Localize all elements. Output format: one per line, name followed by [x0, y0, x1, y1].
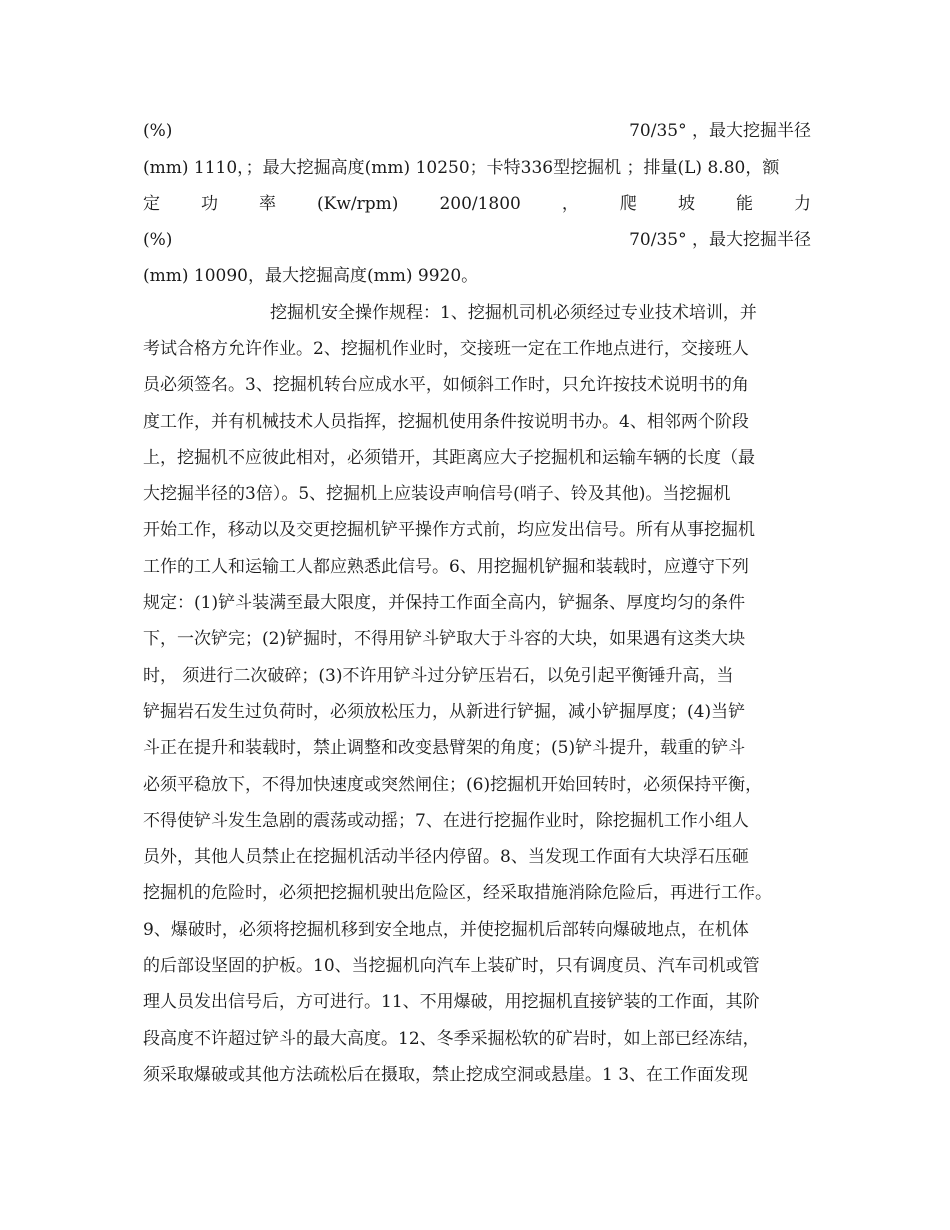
body-line: 规定：(1)铲斗装满至最大限度，并保持工作面全高内，铲掘条、厚度均匀的条件: [143, 593, 746, 613]
spread-char: 爬: [619, 194, 637, 214]
spread-char: ，: [561, 194, 579, 214]
body-line: 不得使铲斗发生急剧的震荡或动摇；7、在进行挖掘作业时，除挖掘机工作小组人: [143, 811, 749, 831]
body-line: 段高度不许超过铲斗的最大高度。12、冬季采掘松软的矿岩时，如上部已经冻结，: [143, 1029, 760, 1049]
body-line: 度工作，并有机械技术人员指挥，挖掘机使用条件按说明书办。4、相邻两个阶段: [143, 412, 749, 432]
spread-char: 200/1800: [439, 194, 521, 214]
body-line: 挖掘机的危险时，必须把挖掘机驶出危险区，经采取措施消除危险后，再进行工作。: [143, 883, 772, 903]
spec-line-4-left: (%): [143, 230, 173, 250]
spread-char: 力: [793, 194, 811, 214]
body-line: 大挖掘半径的3倍）。5、挖掘机上应装设声响信号(哨子、铃及其他)。当挖掘机: [143, 484, 731, 504]
spread-char: 坡: [677, 194, 695, 214]
body-line: 理人员发出信号后，方可进行。11、不用爆破，用挖掘机直接铲装的工作面，其阶: [143, 992, 760, 1012]
spread-char: 能: [735, 194, 753, 214]
spec-line-1: [143, 120, 811, 142]
spec-line-4: [143, 229, 811, 251]
spread-char: 功: [201, 194, 219, 214]
body-line: 9、爆破时，必须将挖掘机移到安全地点，并使挖掘机后部转向爆破地点，在机体: [143, 920, 749, 940]
spec-line-5: (mm) 10090，最大挖掘高度(mm) 9920。: [143, 266, 479, 286]
body-line: 斗正在提升和装载时，禁止调整和改变悬臂架的角度；(5)铲斗提升，载重的铲斗: [143, 738, 746, 758]
body-line: 员必须签名。3、挖掘机转台应成水平，如倾斜工作时，只允许按技术说明书的角: [143, 375, 749, 395]
body-line: 须采取爆破或其他方法疏松后在摄取，禁止挖成空洞或悬崖。1 3、在工作面发现: [143, 1065, 749, 1085]
body-line: 铲掘岩石发生过负荷时，必须放松压力，从新进行铲掘，减小铲掘厚度；(4)当铲: [143, 702, 746, 722]
body-line: 考试合格方允许作业。2、挖掘机作业时，交接班一定在工作地点进行，交接班人: [143, 339, 749, 359]
spread-char: 定: [143, 194, 160, 214]
spec-line-4-right: 70/35° ，最大挖掘半径: [629, 230, 811, 250]
spec-line-3: [143, 193, 811, 215]
body-line: 的后部设坚固的护板。10、当挖掘机向汽车上装矿时，只有调度员、汽车司机或管: [143, 956, 760, 976]
body-line: 挖掘机安全操作规程：1、挖掘机司机必须经过专业技术培训，并: [270, 303, 757, 323]
body-line: 下，一次铲完；(2)铲掘时，不得用铲斗铲取大于斗容的大块，如果遇有这类大块: [143, 629, 746, 649]
body-line: 员外，其他人员禁止在挖掘机活动半径内停留。8、当发现工作面有大块浮石压砸: [143, 847, 749, 867]
spec-line-1-right: 70/35° ，最大挖掘半径: [629, 121, 811, 141]
body-line: 工作的工人和运输工人都应熟悉此信号。6、用挖掘机铲掘和装载时，应遵守下列: [143, 557, 749, 577]
spec-line-1-left: (%): [143, 121, 173, 141]
body-line: 必须平稳放下，不得加快速度或突然闸住；(6)挖掘机开始回转时，必须保持平衡，: [143, 775, 763, 795]
body-line: 时， 须进行二次破碎；(3)不许用铲斗过分铲压岩石，以免引起平衡锤升高，当: [143, 666, 734, 686]
spec-line-2: (mm) 1110，；最大挖掘高度(mm) 10250；卡特336型挖掘机 ；排量(L) 8.80，额: [143, 158, 780, 178]
spread-char: (Kw/rpm): [317, 194, 399, 214]
body-line: 上，挖掘机不应彼此相对，必须错开，其距离应大子挖掘机和运输车辆的长度（最: [143, 448, 755, 468]
spread-char: 率: [259, 194, 277, 214]
body-line: 开始工作，移动以及交更挖掘机铲平操作方式前，均应发出信号。所有从事挖掘机: [143, 520, 755, 540]
